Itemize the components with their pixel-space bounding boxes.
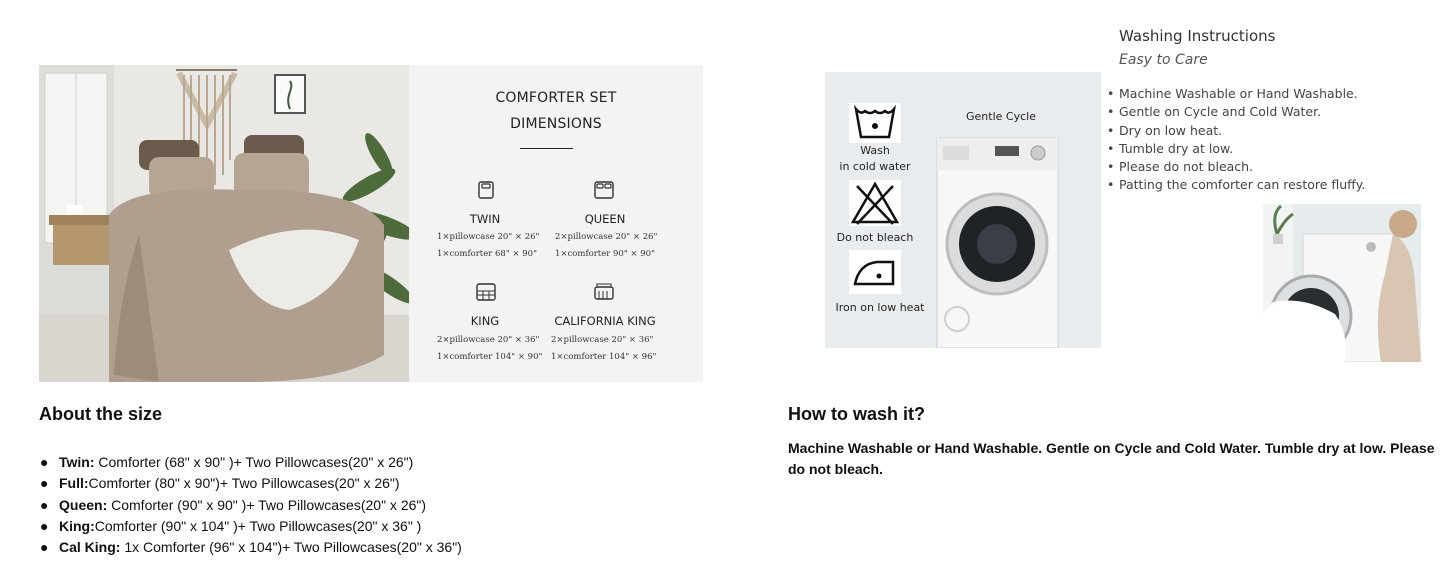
care-label-no-bleach: Do not bleach bbox=[836, 231, 914, 244]
size-label: Queen: bbox=[59, 496, 108, 513]
queen-bed-icon bbox=[593, 179, 615, 201]
list-item bbox=[40, 452, 462, 473]
size-twin-pillow: 1×pillowcase 20" × 26" bbox=[437, 232, 540, 242]
size-text: Comforter (90" x 90" )+ Two Pillowcases(20" x 26") bbox=[107, 496, 427, 513]
list-item: • Dry on low heat. bbox=[1107, 122, 1365, 140]
washing-machine-icon bbox=[935, 134, 1060, 348]
washing-instructions-list bbox=[1107, 85, 1365, 195]
dimensions-title-line1: COMFORTER SET bbox=[495, 90, 617, 106]
list-item bbox=[40, 495, 462, 516]
size-name-twin: TWIN bbox=[469, 212, 501, 226]
about-size-heading: About the size bbox=[39, 404, 163, 424]
size-twin-comforter: 1×comforter 68" × 90" bbox=[437, 249, 537, 259]
list-item bbox=[40, 537, 462, 558]
title-divider bbox=[520, 148, 573, 149]
bullet: ● bbox=[40, 454, 49, 470]
size-name-queen: QUEEN bbox=[584, 212, 626, 226]
dimensions-panel bbox=[409, 65, 703, 382]
size-text: Comforter (90" x 104" )+ Two Pillowcases(20" x 36" ) bbox=[94, 517, 422, 534]
california-king-bed-icon bbox=[593, 281, 615, 303]
size-label: Full: bbox=[59, 475, 89, 492]
washing-instructions-title: Washing Instructions bbox=[1119, 27, 1276, 45]
no-bleach-box bbox=[849, 180, 901, 226]
laundry-illustration bbox=[1263, 204, 1421, 362]
size-label: Cal King: bbox=[59, 539, 121, 556]
laundry-photo bbox=[1263, 204, 1421, 362]
bedroom-illustration bbox=[39, 65, 409, 382]
size-list bbox=[40, 452, 462, 558]
how-to-wash-heading: How to wash it? bbox=[788, 404, 925, 424]
list-item: • Patting the comforter can restore fluffy. bbox=[1107, 176, 1365, 194]
no-bleach-icon bbox=[849, 180, 901, 226]
list-item: • Machine Washable or Hand Washable. bbox=[1107, 85, 1365, 103]
list-item bbox=[40, 516, 462, 537]
size-california-king-pillow: 2×pillowcase 20" × 36" bbox=[551, 335, 654, 345]
wash-tub-icon bbox=[849, 103, 901, 143]
twin-bed-icon bbox=[475, 179, 497, 201]
list-item: • Gentle on Cycle and Cold Water. bbox=[1107, 103, 1365, 121]
size-california-king-comforter: 1×comforter 104" × 96" bbox=[551, 352, 657, 362]
size-queen-comforter: 1×comforter 90" × 90" bbox=[555, 249, 655, 259]
dimensions-title-line2: DIMENSIONS bbox=[510, 116, 602, 132]
care-label-wash: Wash bbox=[860, 144, 890, 157]
size-text: Comforter (80" x 90")+ Two Pillowcases(20" x 26") bbox=[88, 475, 400, 492]
iron-icon bbox=[849, 250, 901, 294]
bullet: ● bbox=[40, 539, 49, 556]
bullet: ● bbox=[40, 496, 49, 513]
size-text: Comforter (68" x 90" )+ Two Pillowcases(20" x 26") bbox=[94, 454, 414, 470]
how-to-wash-description: Machine Washable or Hand Washable. Gentle on Cycle and Cold Water. Tumble dry at low. Please do not bleach. bbox=[788, 440, 1435, 477]
size-text: 1x Comforter (96" x 104")+ Two Pillowcases(20" x 36") bbox=[120, 539, 462, 556]
list-item: • Please do not bleach. bbox=[1107, 158, 1365, 176]
list-item: • Tumble dry at low. bbox=[1107, 140, 1365, 158]
size-name-king: KING bbox=[470, 314, 500, 328]
care-label-cold-water: in cold water bbox=[839, 160, 911, 173]
bullet: ● bbox=[40, 475, 49, 492]
wash-cold-box bbox=[849, 103, 901, 143]
king-bed-icon bbox=[475, 281, 497, 303]
size-name-california-king: CALIFORNIA KING bbox=[554, 314, 656, 328]
gentle-cycle-label: Gentle Cycle bbox=[966, 110, 1036, 123]
size-label: Twin: bbox=[59, 454, 95, 470]
bedroom-photo bbox=[39, 65, 409, 382]
washing-instructions-subtitle: Easy to Care bbox=[1119, 52, 1208, 68]
care-label-iron: Iron on low heat bbox=[835, 301, 925, 314]
washing-care-image bbox=[825, 72, 1101, 348]
size-queen-pillow: 2×pillowcase 20" × 26" bbox=[555, 232, 658, 242]
bullet: ● bbox=[40, 517, 49, 534]
iron-low-box bbox=[849, 250, 901, 294]
comforter-size-image bbox=[39, 65, 703, 382]
size-king-pillow: 2×pillowcase 20" × 36" bbox=[437, 335, 540, 345]
size-label: King: bbox=[59, 517, 95, 534]
size-king-comforter: 1×comforter 104" × 90" bbox=[437, 352, 543, 362]
list-item bbox=[40, 473, 462, 494]
